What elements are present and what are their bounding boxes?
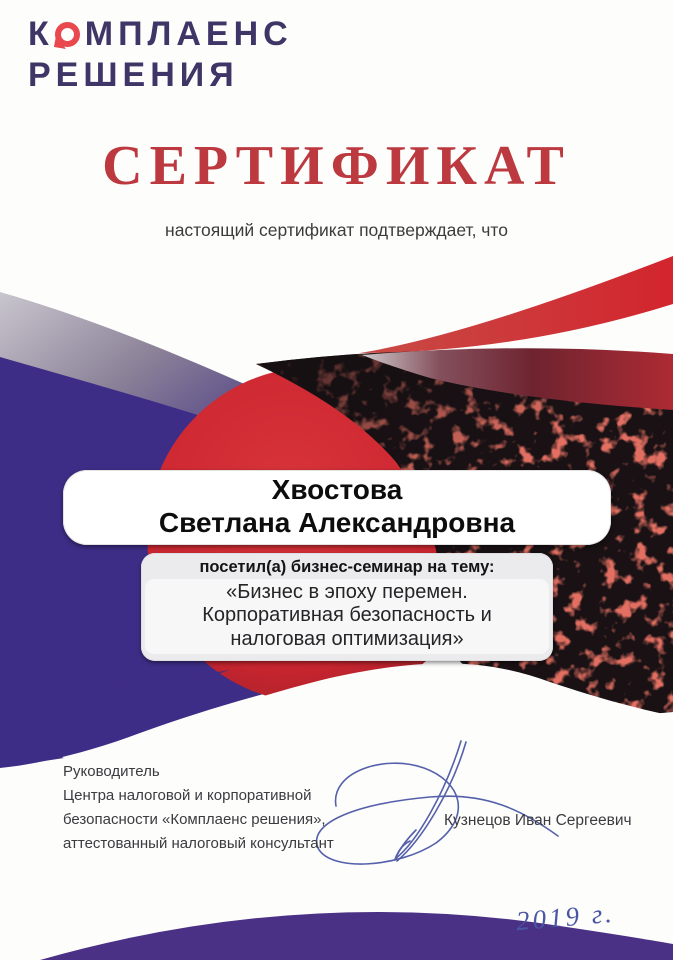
logo-line-1 bbox=[28, 16, 293, 53]
recipient-name-plate bbox=[63, 470, 611, 545]
signer-role-line: Центра налоговой и корпоративной bbox=[63, 787, 312, 804]
seminar-attended-label: посетил(а) бизнес-семинар на тему: bbox=[199, 558, 495, 576]
seminar-topic-plate bbox=[141, 553, 553, 661]
signer-role-line: Руководитель bbox=[63, 763, 160, 780]
signer-full-name: Кузнецов Иван Сергеевич bbox=[444, 812, 632, 829]
certificate-subtitle: настоящий сертификат подтверждает, что bbox=[165, 220, 508, 240]
signer-role-line: аттестованный налоговый консультант bbox=[63, 835, 334, 852]
logo-letter-k: К bbox=[28, 15, 54, 53]
handwritten-year: 2019 г. bbox=[514, 897, 616, 937]
logo-o-speech-bubble-icon bbox=[55, 22, 80, 47]
signer-role-line: безопасности «Комплаенс решения», bbox=[63, 811, 326, 828]
recipient-surname: Хвостова bbox=[271, 474, 403, 505]
signer-role-block bbox=[63, 760, 363, 856]
recipient-given-names: Светлана Александровна bbox=[158, 507, 516, 539]
seminar-topic-text: «Бизнес в эпоху перемен. Корпоративная безопасность и налоговая оптимизация» bbox=[145, 579, 549, 654]
logo-line-1-rest: МПЛАЕНС bbox=[84, 15, 293, 53]
company-logo bbox=[28, 16, 293, 93]
certificate-title: СЕРТИФИКАТ bbox=[102, 135, 571, 197]
logo-line-2: РЕШЕНИЯ bbox=[28, 55, 239, 94]
